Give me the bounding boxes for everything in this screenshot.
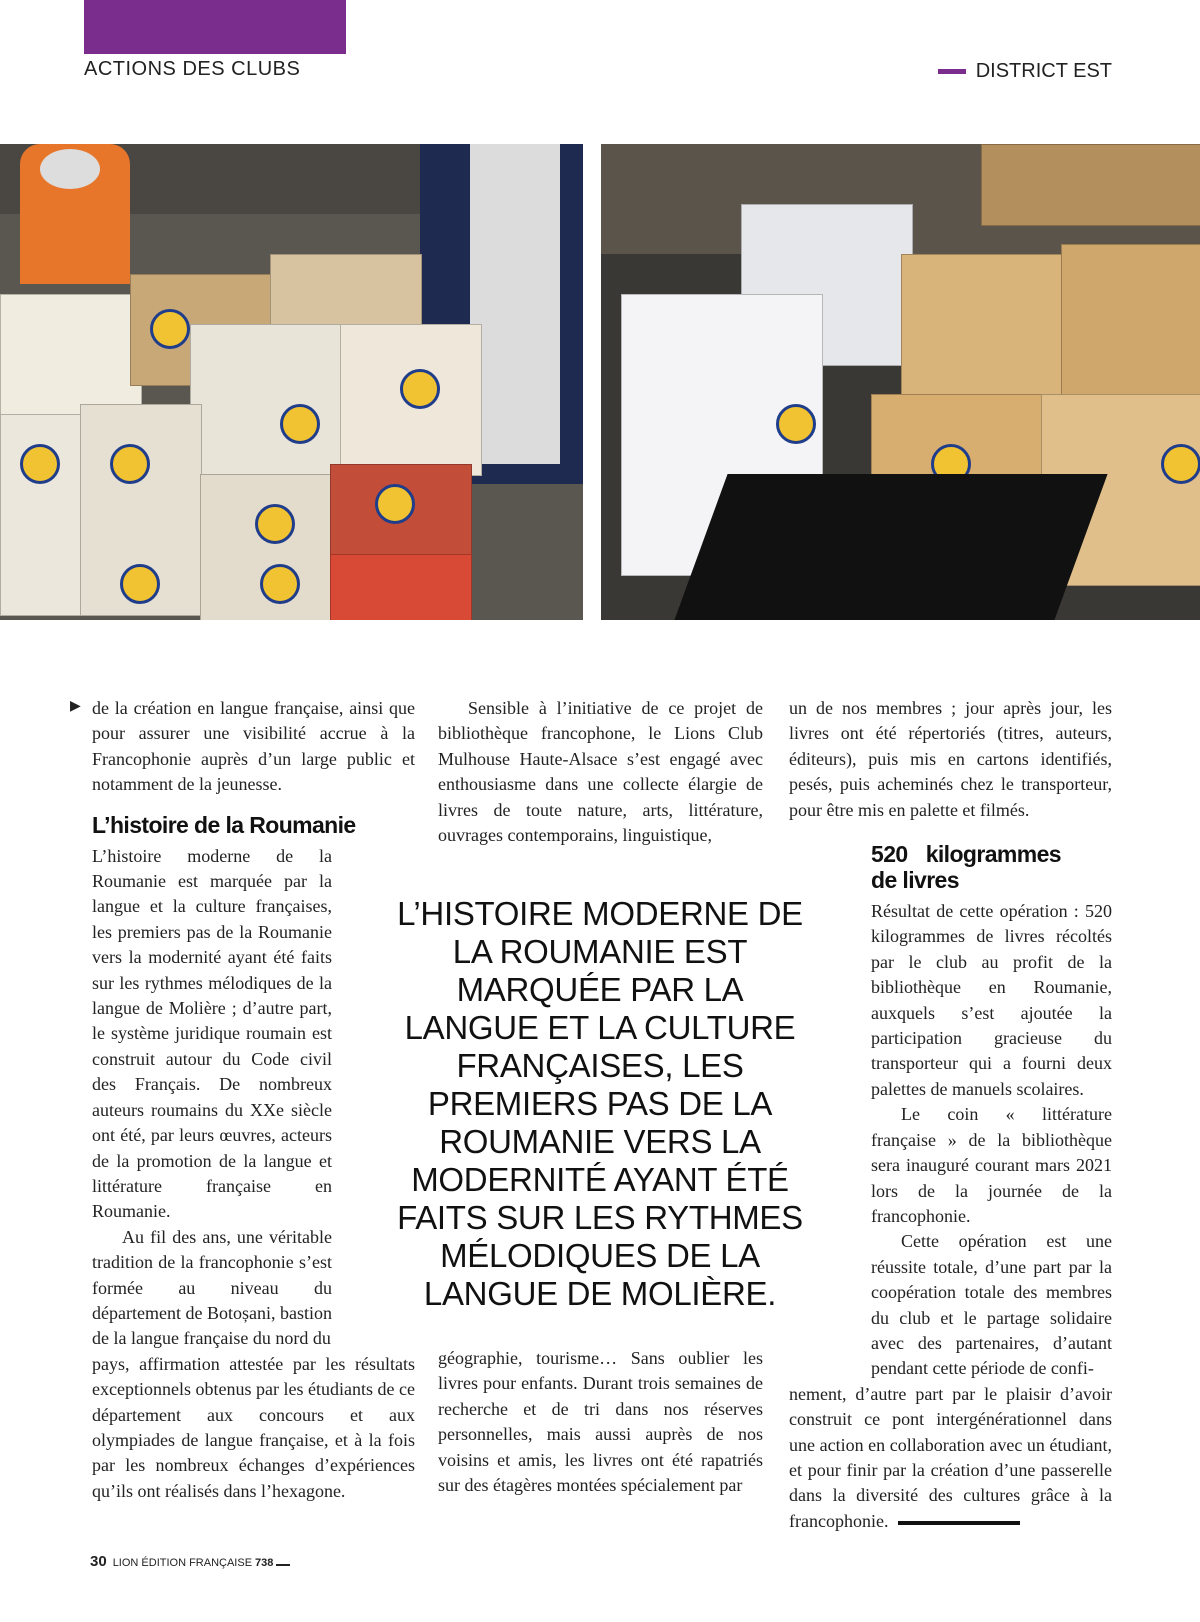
page-footer	[90, 1553, 290, 1570]
section-label: ACTIONS DES CLUBS	[84, 58, 301, 80]
district-text: DISTRICT EST	[975, 60, 1112, 82]
footer-dash	[276, 1564, 290, 1566]
col1-paragraph-1: L’histoire moderne de la Roumanie est marquée par la langue et la culture françaises, les premiers pas de la Roumanie vers la modernité ayant été faits sur les rythmes mélodiques de la langue de Molière ; d’autre part, le système juridique roumain est construit autour du Code civil des Français. De nombreux auteurs roumains du XXe siècle ont été, par leurs œuvres, acteurs de la promotion de la langue et littérature française en Roumanie.	[92, 845, 332, 1222]
column-2	[438, 696, 763, 848]
column-2-bottom	[438, 1346, 763, 1498]
heading-histoire: L’histoire de la Roumanie	[92, 811, 356, 838]
photo-pallets-wrapped	[601, 144, 1200, 620]
col3-paragraph-4a: Cette opération est une réussite totale, d’une part par la coopération totale des membres du club et le partage solidaire avec des partenaires, d’autant pendant cette période de confi-	[871, 1231, 1112, 1379]
end-of-article-rule	[898, 1521, 1020, 1525]
col1-paragraph-2a: Au fil des ans, une véritable tradition de la francophonie s’est formée au niveau du département de Botoșani, bastion de la langue française du nord du	[92, 1226, 332, 1349]
col3-paragraph-4b-text: nement, d’autre part par le plaisir d’avoir construit ce pont intergénérationnel dans une action en collaboration avec un étudiant, et pour finir par la création d’une passerelle dans la diversité des cultures grâce à la francophonie.	[789, 1383, 1112, 1531]
col1-intro: de la création en langue française, ainsi que pour assurer une visibilité accrue à la Francophonie auprès d’un large public et notamment de la jeunesse.	[92, 698, 415, 795]
header-accent-bar	[84, 0, 346, 54]
column-1	[92, 696, 415, 1504]
magazine-name: LION ÉDITION FRANÇAISE	[112, 1557, 253, 1569]
col3-paragraph-3: Le coin « littérature française » de la bibliothèque sera inauguré courant mars 2021 lors de la journée de la francophonie.	[871, 1104, 1112, 1226]
photo-boxes-stacked	[0, 144, 583, 620]
continuation-arrow-icon: ▶	[70, 698, 81, 714]
pull-quote: L’HISTOIRE MODERNE DE LA ROUMANIE EST MARQUÉE PAR LA LANGUE ET LA CULTURE FRANÇAISES, LES PREMIERS PAS DE LA ROUMANIE VERS LA MODERNITÉ AYANT ÉTÉ FAITS SUR LES RYTHMES MÉLODIQUES DE LA LANGUE DE MOLIÈRE.	[397, 895, 803, 1312]
col3-paragraph-1: un de nos membres ; jour après jour, les livres ont été répertoriés (titres, auteurs, éditeurs), puis mis en cartons identifiés, pesés, puis acheminés chez le transporteur, pour être mis en palette et filmés.	[789, 698, 1112, 820]
col2-paragraph-1: Sensible à l’initiative de ce projet de bibliothèque francophone, le Lions Club Mulhouse Haute-Alsace s’est engagé avec enthousiasme dans une collecte élargie de livres de toute nature, arts, littérature, ouvrages contemporains, linguistique,	[438, 698, 763, 846]
col3-paragraph-4b	[789, 1382, 1112, 1534]
col1-paragraph-2b: pays, affirmation attestée par les résultats exceptionnels obtenus par les étudiants de ce département aux concours et aux olympiades de langue française, et à la fois par les nombreux échanges d’expériences qu’ils ont réalisés dans l’hexagone.	[92, 1353, 415, 1501]
col3-paragraph-2: Résultat de cette opération : 520 kilogrammes de livres récoltés par le club au profit de la bibliothèque en Roumanie, auxquels s’est ajoutée la participation gracieuse du transporteur qui a fourni deux palettes de manuels scolaires.	[871, 901, 1112, 1099]
issue-number: 738	[255, 1557, 274, 1569]
district-label	[938, 60, 1112, 83]
heading-kilogrammes: 520 kilogrammes de livres	[871, 841, 1061, 894]
column-3	[789, 696, 1112, 1534]
page-number: 30	[90, 1553, 107, 1570]
district-dash	[938, 69, 966, 74]
col2-paragraph-2: géographie, tourisme… Sans oublier les livres pour enfants. Durant trois semaines de recherche et de tri dans nos réserves personnelles, mais aussi auprès de nos voisins et amis, les livres ont été rapatriés sur des étagères montées spécialement par	[438, 1348, 763, 1496]
